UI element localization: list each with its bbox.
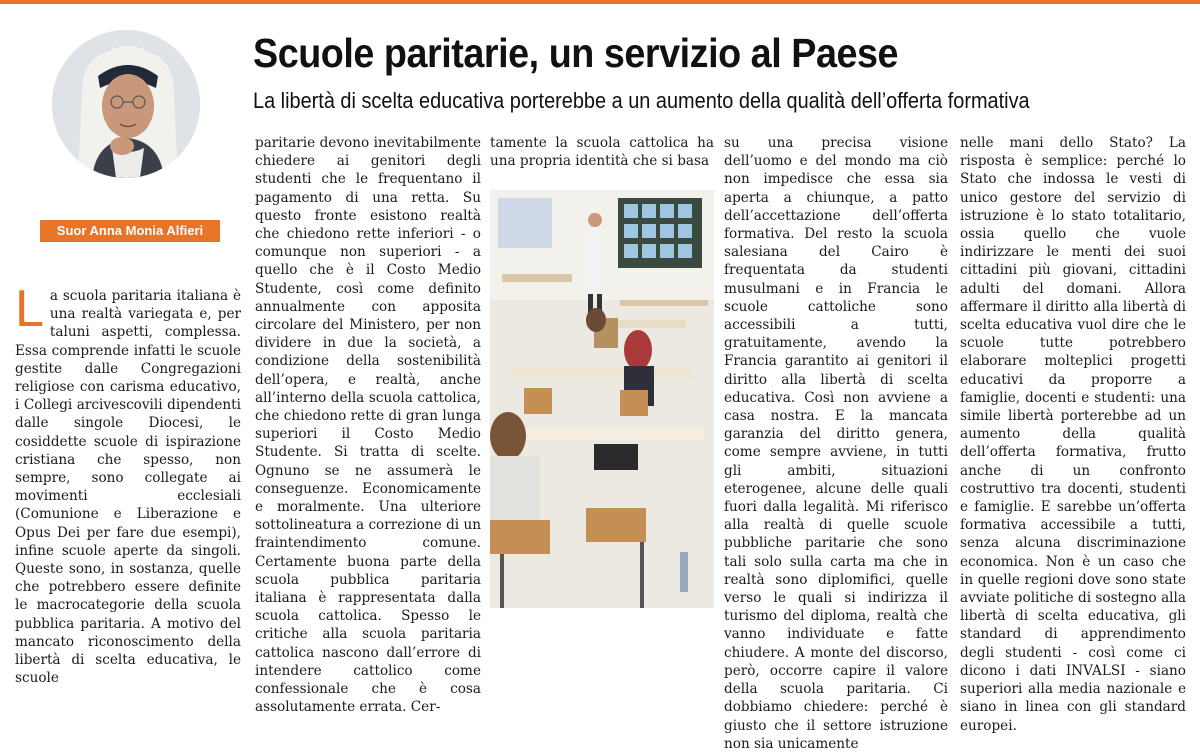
column-4-text: su una precisa visione dell’uomo e del mondo ma ciò non impedisce che essa sia aperta a chiunque, a patto dell’accettazione dell’offerta formativa. Del resto la scuola salesiana del Cairo è frequentata da studenti musulmani e in Francia le scuole cattoliche sono accessibili a tutti, gratuitamente, avendo la Francia garantito ai genitori il diritto alla libertà di scelta educativa. Così non avviene a casa nostra. E la mancata garanzia del diritto genera, come sempre avviene, in tutti gli ambiti, situazioni eterogenee, alcune delle quali fuori dalla legalità. Mi riferisco alla realtà di quelle scuole pubbliche paritarie che sono tali solo sulla carta ma che in realtà sono diplomifici, quelle verso le quali si indirizza il turismo del diploma, realtà che vanno individuate e fatte chiudere. A monte del discorso, però, occorre capire il valore della scuola paritaria. Ci dobbiamo chiedere: perché è giusto che il settore istruzione non sia unicamente (724, 135, 948, 752)
column-3-text: tamente la scuola cattolica ha una propria identità che si basa (490, 135, 714, 170)
top-accent-line (0, 0, 1200, 4)
article-column-4 (724, 134, 948, 753)
author-byline: Suor Anna Monia Alfieri (40, 220, 220, 242)
column-5-text: nelle mani dello Stato? La risposta è semplice: perché lo Stato che indossa le vesti di unico gestore del servizio di istruzione è lo stato totalitario, ossia quello che vuole indirizzare le menti dei suoi cittadini più giovani, cittadini adulti del domani. Allora affermare il diritto alla libertà di scelta educativa vuol dire che le scuole tutte potrebbero elaborare molteplici progetti educativi da proporre a famiglie, docenti e studenti: una simile libertà porterebbe ad un aumento della qualità dell’offerta formativa, frutto anche di un confronto costruttivo tra docenti, studenti e famiglie. E sarebbe un’offerta formativa accessibile a tutti, senza alcuna discriminazione economica. Non è un caso che in quelle regioni dove sono state avviate politiche di sostegno alla libertà di scelta educativa, gli standard di apprendimento degli studenti - così come ci dicono i dati INVALSI - siano superiori alla media nazionale e siano in linea con gli standard europei. (960, 135, 1186, 734)
article-column-1 (15, 280, 241, 687)
drop-cap: L (15, 280, 44, 338)
headline: Scuole paritarie, un servizio al Paese (253, 30, 899, 76)
article-column-3 (490, 134, 714, 170)
column-2-text: paritarie devono inevitabilmente chiedere ai genitori degli studenti che le frequentano il pagamento di una retta. Su questo fronte esistono realtà che chiedono rette inferiori - o comunque non superiori - a quello che è il Costo Medio Studente, così come definito annualmente con apposita circolare del Ministero, per non dividere in due la società, a condizione della sostenibilità dell’opera, e realtà, anche all’interno della scuola cattolica, che chiedono rette di gran lunga superiori il Costo Medio Studente. Si tratta di scelte. Ognuno se ne assumerà le conseguenze. Economicamente e moralmente. Una ulteriore sottolineatura a correzione di un fraintendimento comune. Certamente buona parte della scuola pubblica paritaria italiana è rappresentata dalla scuola cattolica. Spesso le critiche alla scuola paritaria cattolica nascono dall’errore di intendere cattolico come confessionale che è cosa assolutamente errata. Cer- (255, 135, 481, 716)
classroom-photo (490, 190, 714, 608)
author-portrait (52, 30, 200, 178)
subheadline: La libertà di scelta educativa porterebbe a un aumento della qualità dell’offerta formativa (253, 88, 1030, 113)
article-column-5 (960, 134, 1186, 735)
column-1-text: a scuola paritaria italiana è una realtà variegata e, per taluni aspetti, complessa. Essa comprende infatti le scuole gestite dalle Congregazioni religiose con carisma educativo, i Collegi arcivescovili dipendenti dalle singole Diocesi, le cosiddette scuole di ispirazione cristiana che spesso, non sempre, sono collegate ai movimenti ecclesiali (Comunione e Liberazione e Opus Dei per fare due esempi), infine scuole aperte da singoli. Queste sono, in sostanza, quelle che potrebbero essere definite le macrocategorie della scuola pubblica paritaria. A motivo del mancato riconoscimento della libertà di scelta educativa, le scuole (15, 288, 241, 687)
article-column-2 (255, 134, 481, 717)
